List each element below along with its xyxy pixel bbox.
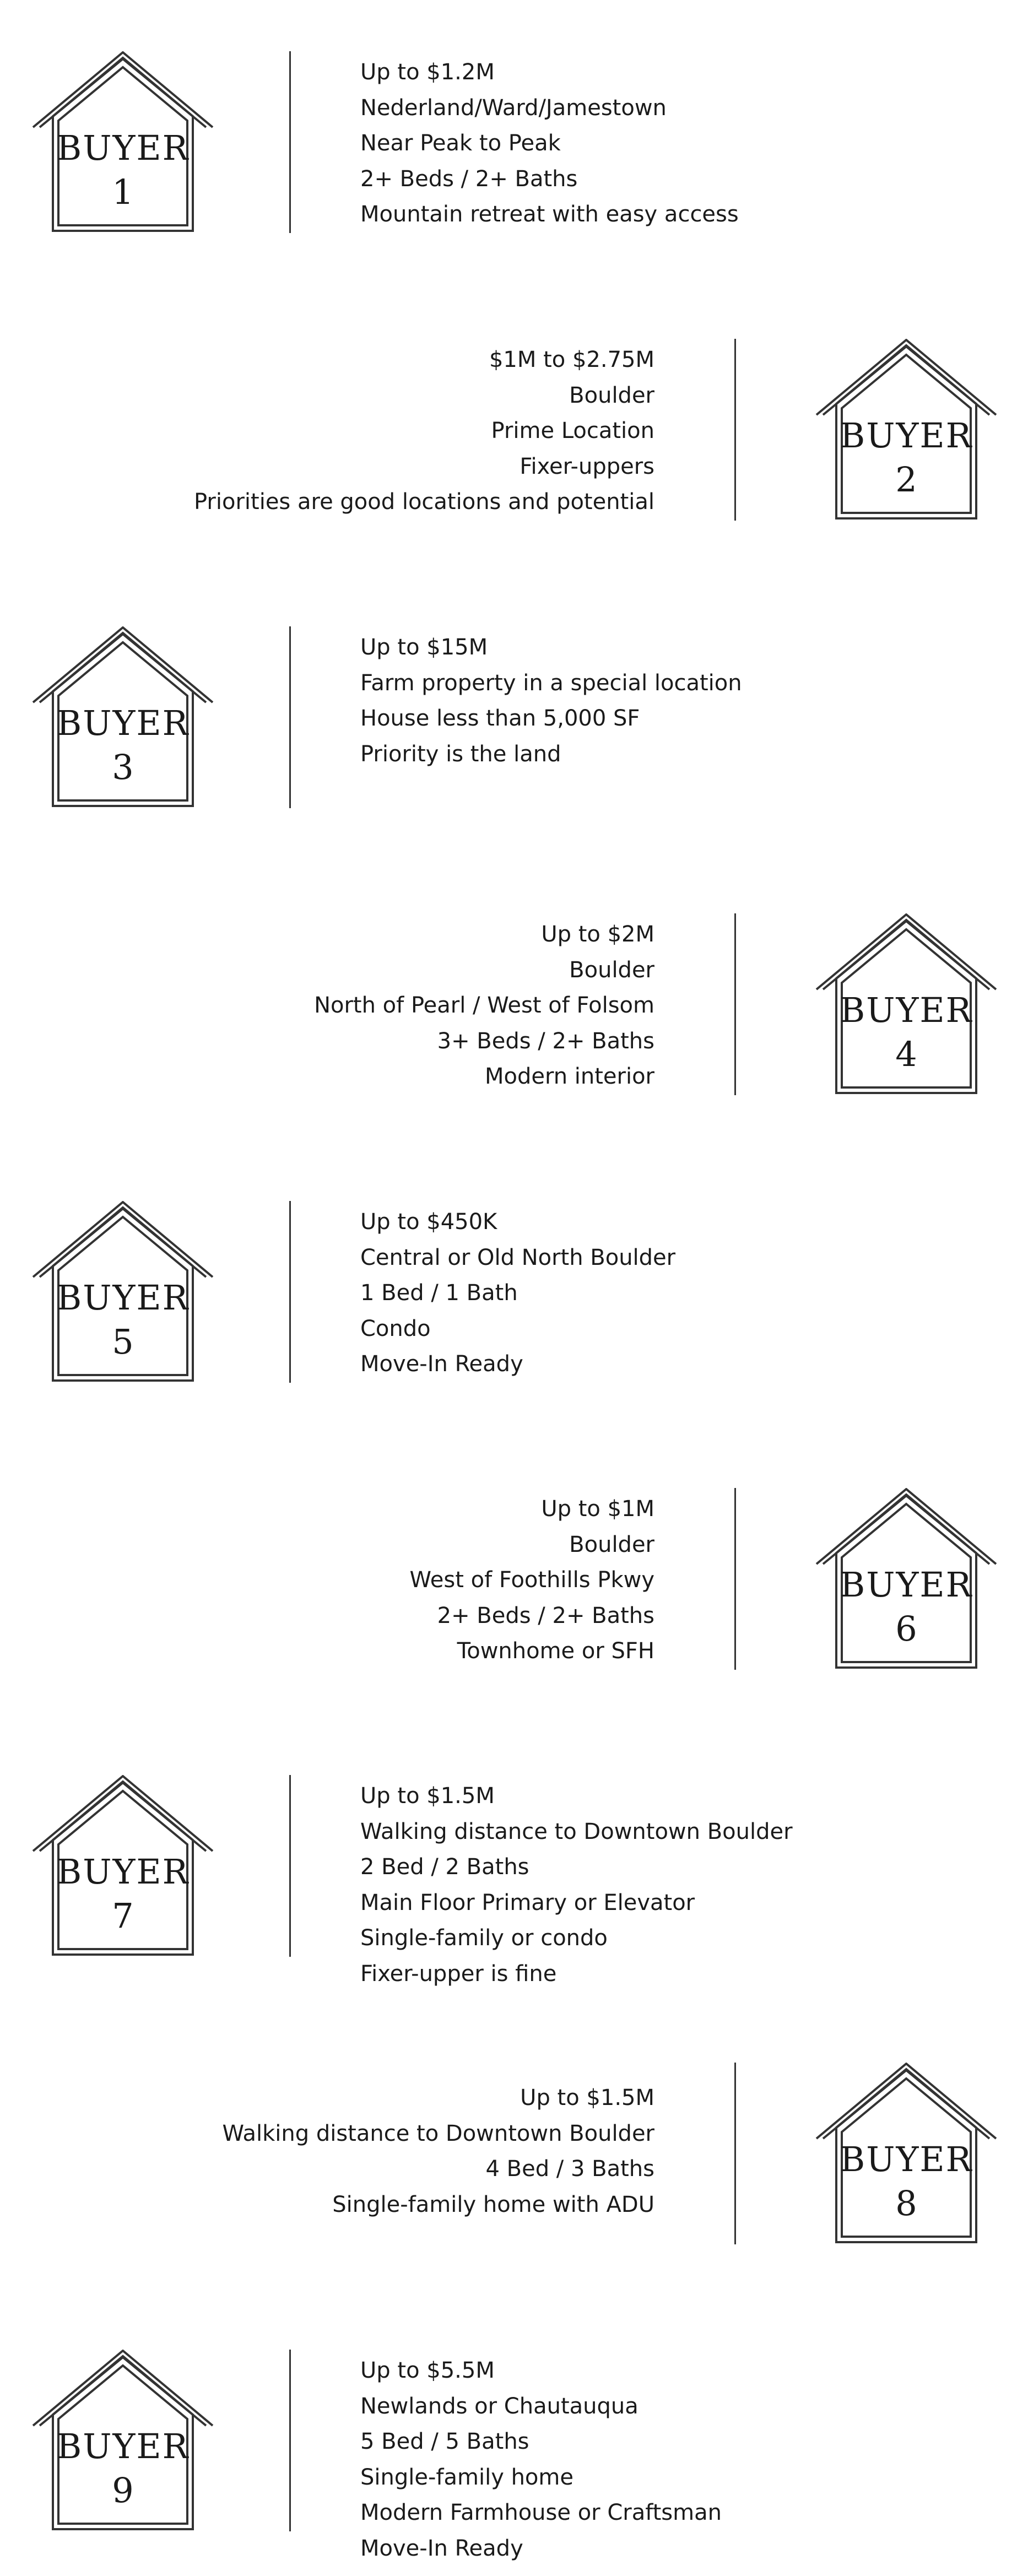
buyer-details: [360, 1778, 793, 1991]
buyer-details: [410, 1491, 654, 1669]
buyer-details: [360, 1204, 675, 1382]
house-icon: [32, 1201, 214, 1383]
buyer-card-2: [0, 339, 1028, 521]
detail-line: Modern Farmhouse or Craftsman: [360, 2500, 722, 2525]
divider: [734, 1488, 736, 1670]
detail-line: Near Peak to Peak: [360, 131, 561, 156]
buyer-number: 2: [895, 459, 917, 500]
buyer-card-1: [0, 51, 1028, 233]
divider: [734, 339, 736, 521]
detail-line: 2+ Beds / 2+ Baths: [360, 166, 578, 192]
buyer-card-8: [0, 2063, 1028, 2244]
detail-line: Modern interior: [484, 1064, 654, 1089]
buyer-number: 1: [112, 172, 134, 212]
detail-line: Townhome or SFH: [457, 1638, 654, 1664]
buyer-details: [360, 55, 739, 232]
house-icon: [32, 51, 214, 233]
detail-line: 4 Bed / 3 Baths: [485, 2156, 654, 2182]
buyer-card-4: [0, 913, 1028, 1095]
detail-line: 1 Bed / 1 Bath: [360, 1280, 518, 1306]
detail-line: North of Pearl / West of Folsom: [314, 993, 654, 1018]
buyer-card-7: [0, 1775, 1028, 1987]
buyer-details: [194, 342, 654, 520]
detail-line: Priorities are good locations and potential: [194, 489, 654, 515]
house-word: BUYER: [840, 1565, 973, 1605]
buyer-number: 9: [112, 2470, 134, 2510]
divider: [289, 1201, 291, 1383]
divider: [289, 1775, 291, 1957]
detail-line: Move-In Ready: [360, 1351, 523, 1377]
buyer-number: 3: [112, 747, 134, 787]
detail-line: West of Foothills Pkwy: [409, 1567, 654, 1593]
detail-line: Single-family home with ADU: [332, 2191, 654, 2217]
detail-line: Single-family or condo: [360, 1925, 608, 1951]
buyer-card-5: [0, 1201, 1028, 1383]
detail-line: Move-In Ready: [360, 2535, 523, 2561]
buyer-number: 8: [895, 2183, 917, 2223]
detail-line: 2+ Beds / 2+ Baths: [437, 1603, 654, 1628]
house-icon: [32, 1775, 214, 1957]
detail-line: Main Floor Primary or Elevator: [360, 1890, 695, 1915]
house-word: BUYER: [56, 1278, 190, 1318]
detail-line: Fixer-upper is fine: [360, 1961, 557, 1987]
detail-line: Newlands or Chautauqua: [360, 2393, 639, 2419]
detail-line: Nederland/Ward/Jamestown: [360, 95, 667, 121]
buyer-number: 6: [895, 1609, 917, 1649]
detail-line: Up to $15M: [360, 635, 488, 660]
house-word: BUYER: [840, 415, 973, 456]
detail-line: $1M to $2.75M: [489, 347, 654, 372]
house-icon: [815, 1488, 997, 1670]
detail-line: Boulder: [569, 1531, 654, 1557]
buyer-number: 4: [895, 1034, 917, 1074]
detail-line: Boulder: [569, 382, 654, 408]
detail-line: 5 Bed / 5 Baths: [360, 2429, 529, 2454]
detail-line: Up to $1.5M: [360, 1783, 495, 1809]
detail-line: Mountain retreat with easy access: [360, 202, 739, 227]
detail-line: Walking distance to Downtown Boulder: [222, 2120, 654, 2146]
buyer-details: [314, 917, 654, 1095]
divider: [734, 913, 736, 1095]
house-word: BUYER: [56, 2426, 190, 2466]
divider: [734, 2063, 736, 2244]
buyer-card-6: [0, 1488, 1028, 1670]
house-word: BUYER: [840, 990, 973, 1030]
buyer-details: [360, 630, 742, 772]
divider: [289, 51, 291, 233]
divider: [289, 2350, 291, 2531]
detail-line: Up to $5.5M: [360, 2358, 495, 2383]
house-word: BUYER: [56, 1852, 190, 1892]
detail-line: Single-family home: [360, 2464, 573, 2490]
detail-line: Priority is the land: [360, 741, 561, 767]
detail-line: Boulder: [569, 957, 654, 983]
detail-line: Up to $1.5M: [520, 2085, 654, 2110]
house-word: BUYER: [840, 2139, 973, 2179]
detail-line: Up to $1M: [541, 1496, 654, 1522]
detail-line: House less than 5,000 SF: [360, 706, 640, 731]
house-icon: [815, 339, 997, 521]
house-icon: [32, 626, 214, 808]
house-word: BUYER: [56, 128, 190, 168]
detail-line: Fixer-uppers: [520, 453, 654, 479]
detail-line: Prime Location: [491, 418, 654, 443]
buyer-number: 5: [112, 1322, 134, 1362]
detail-line: Farm property in a special location: [360, 670, 742, 696]
buyer-number: 7: [112, 1896, 134, 1936]
buyer-card-3: [0, 626, 1028, 808]
house-icon: [815, 913, 997, 1095]
detail-line: Condo: [360, 1316, 431, 1341]
buyer-card-9: [0, 2350, 1028, 2561]
buyer-details: [360, 2353, 722, 2566]
house-icon: [815, 2063, 997, 2244]
buyer-details: [222, 2080, 654, 2222]
detail-line: 2 Bed / 2 Baths: [360, 1854, 529, 1880]
detail-line: Up to $1.2M: [360, 59, 495, 85]
house-word: BUYER: [56, 703, 190, 743]
detail-line: Up to $450K: [360, 1209, 497, 1235]
detail-line: 3+ Beds / 2+ Baths: [437, 1028, 654, 1054]
house-icon: [32, 2350, 214, 2531]
detail-line: Up to $2M: [541, 922, 654, 947]
detail-line: Central or Old North Boulder: [360, 1244, 676, 1270]
divider: [289, 626, 291, 808]
detail-line: Walking distance to Downtown Boulder: [360, 1819, 793, 1844]
